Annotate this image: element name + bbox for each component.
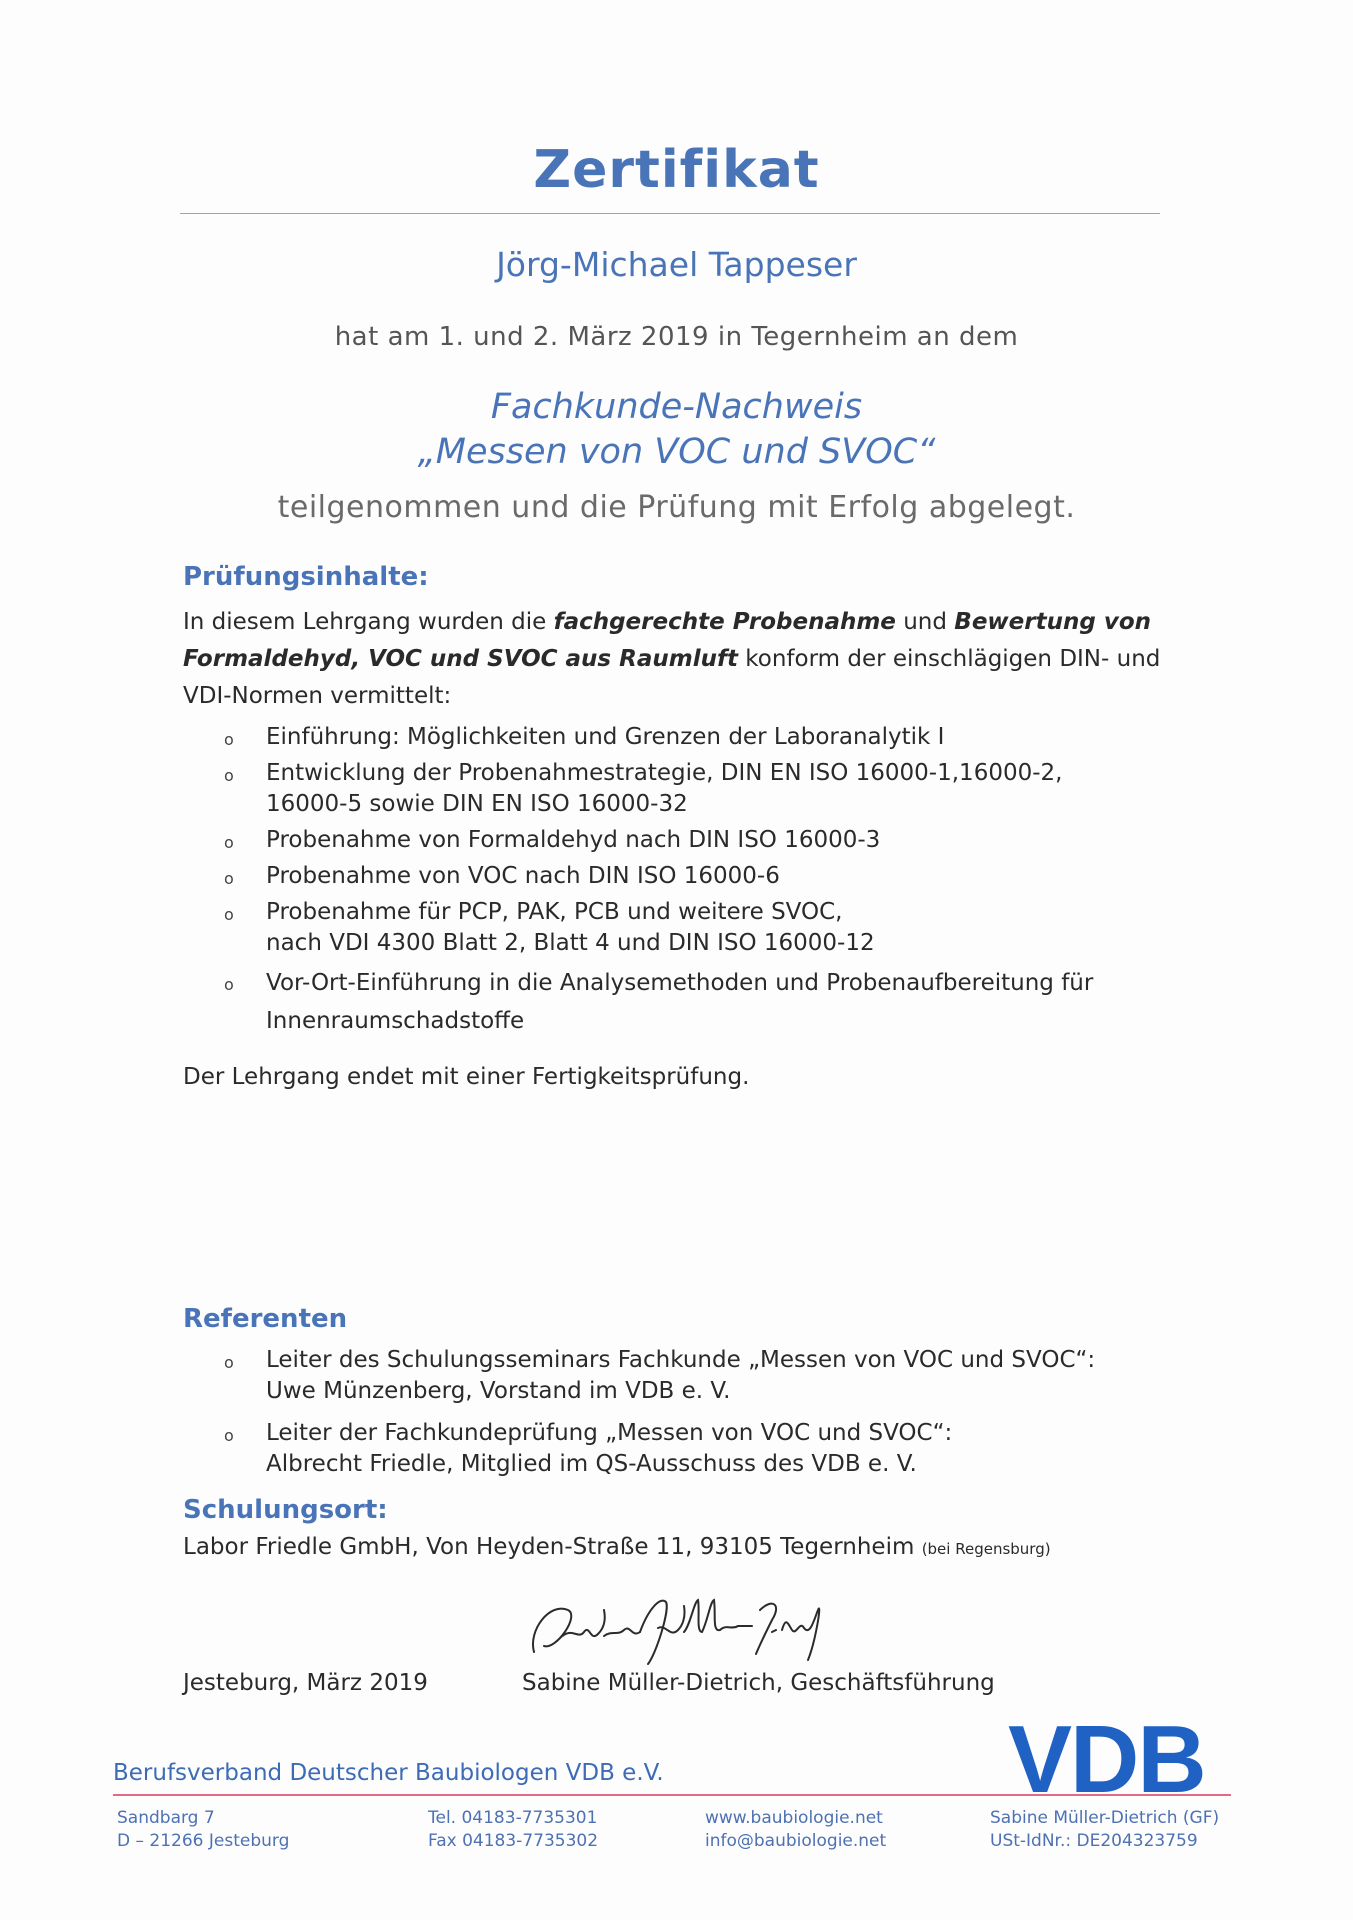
footer-divider xyxy=(113,1794,1231,1796)
website: www.baubiologie.net xyxy=(705,1808,883,1828)
address-line: Sandbarg 7 xyxy=(117,1808,215,1828)
paragraph-emphasis: Bewertung von Formaldehyd, VOC und SVOC aus Raumluft xyxy=(183,609,1151,672)
circle-bullet-icon: o xyxy=(224,1353,234,1372)
footer-contact-web xyxy=(705,1807,886,1853)
list-item-line: Leiter des Schulungsseminars Fachkunde „Messen von VOC und SVOC“: xyxy=(266,1347,1096,1373)
list-item-line: Probenahme von VOC nach DIN ISO 16000-6 xyxy=(266,863,780,889)
vat-id: USt-IdNr.: DE204323759 xyxy=(990,1831,1198,1851)
location-address: Labor Friedle GmbH, Von Heyden-Straße 11, 93105 Tegernheim xyxy=(183,1534,915,1560)
email: info@baubiologie.net xyxy=(705,1831,887,1851)
referents-list xyxy=(222,1345,1152,1491)
list-item xyxy=(222,1345,1152,1407)
outro-text: teilgenommen und die Prüfung mit Erfolg abgelegt. xyxy=(277,490,1076,525)
signatory-name: Sabine Müller-Dietrich, Geschäftsführung xyxy=(522,1670,995,1696)
intro-text: hat am 1. und 2. März 2019 in Tegernheim an dem xyxy=(334,322,1019,352)
paragraph-emphasis: fachgerechte Probenahme xyxy=(553,609,896,635)
circle-bullet-icon: o xyxy=(224,730,234,749)
list-item xyxy=(222,964,1152,1040)
course-name-line1: Fachkunde-Nachweis xyxy=(490,387,863,427)
footer-management xyxy=(990,1807,1219,1853)
circle-bullet-icon: o xyxy=(224,833,234,852)
list-item xyxy=(222,1418,1152,1480)
list-item xyxy=(222,861,1152,892)
course-name-line2: „Messen von VOC und SVOC“ xyxy=(417,432,936,472)
list-item xyxy=(222,758,1152,820)
handwritten-signature xyxy=(520,1580,840,1670)
closing-text: Der Lehrgang endet mit einer Fertigkeitsprüfung. xyxy=(183,1064,750,1090)
list-item-line: 16000-5 sowie DIN EN ISO 16000-32 xyxy=(266,791,688,817)
course-name xyxy=(0,385,1353,475)
recipient-name: Jörg-Michael Tappeser xyxy=(496,245,857,284)
fax-number: Fax 04183-7735302 xyxy=(428,1831,599,1851)
circle-bullet-icon: o xyxy=(224,1426,234,1445)
sign-place-date: Jesteburg, März 2019 xyxy=(183,1670,428,1696)
list-item-line: Innenraumschadstoffe xyxy=(266,1008,525,1034)
list-item-line: Probenahme von Formaldehyd nach DIN ISO 16000-3 xyxy=(266,827,881,853)
list-item xyxy=(222,722,1152,753)
list-item-line: nach VDI 4300 Blatt 2, Blatt 4 und DIN ISO 16000-12 xyxy=(266,930,875,956)
list-item-line: Entwicklung der Probenahmestrategie, DIN EN ISO 16000-1,16000-2, xyxy=(266,760,1063,786)
manager-name: Sabine Müller-Dietrich (GF) xyxy=(990,1808,1220,1828)
list-item-line: Probenahme für PCP, PAK, PCB und weitere SVOC, xyxy=(266,899,843,925)
footer-address xyxy=(117,1807,289,1853)
list-item-line: Vor-Ort-Einführung in die Analysemethoden und Probenaufbereitung für xyxy=(266,970,1094,996)
phone-number: Tel. 04183-7735301 xyxy=(428,1808,598,1828)
address-line: D – 21266 Jesteburg xyxy=(117,1831,290,1851)
exam-content-paragraph xyxy=(183,604,1163,715)
title-divider xyxy=(180,213,1160,214)
circle-bullet-icon: o xyxy=(224,975,234,994)
list-item-line: Uwe Münzenberg, Vorstand im VDB e. V. xyxy=(266,1378,731,1404)
exam-content-list xyxy=(222,722,1152,1045)
referents-heading: Referenten xyxy=(183,1304,348,1334)
vdb-logo: VDB xyxy=(1008,1706,1205,1813)
location-heading: Schulungsort: xyxy=(183,1495,388,1525)
exam-content-heading: Prüfungsinhalte: xyxy=(183,562,429,592)
list-item xyxy=(222,897,1152,959)
paragraph-text: In diesem Lehrgang wurden die xyxy=(183,609,554,635)
certificate-title: Zertifikat xyxy=(533,140,820,200)
paragraph-text: und xyxy=(895,609,955,635)
list-item-line: Leiter der Fachkundeprüfung „Messen von VOC und SVOC“: xyxy=(266,1420,953,1446)
organization-name: Berufsverband Deutscher Baubiologen VDB e.V. xyxy=(113,1760,664,1786)
location-note: (bei Regensburg) xyxy=(921,1540,1051,1558)
circle-bullet-icon: o xyxy=(224,766,234,785)
list-item xyxy=(222,825,1152,856)
footer-contact-phone xyxy=(428,1807,598,1853)
list-item-line: Albrecht Friedle, Mitglied im QS-Ausschuss des VDB e. V. xyxy=(266,1451,917,1477)
paragraph-text: konform der einschlägigen DIN- und VDI-Normen vermittelt: xyxy=(183,646,1161,709)
circle-bullet-icon: o xyxy=(224,869,234,888)
circle-bullet-icon: o xyxy=(224,905,234,924)
list-item-line: Einführung: Möglichkeiten und Grenzen der Laboranalytik I xyxy=(266,724,945,750)
location-text xyxy=(183,1534,1051,1560)
